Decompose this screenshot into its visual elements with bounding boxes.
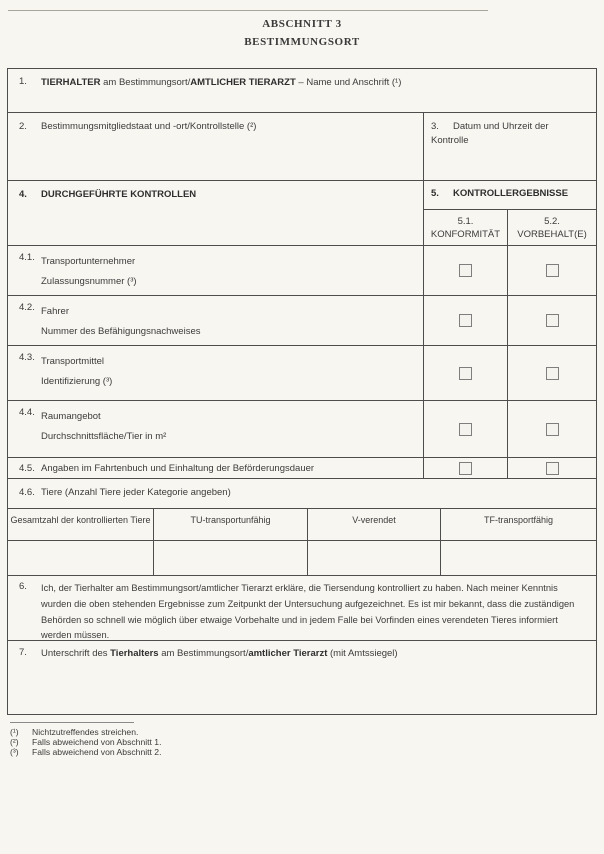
- row-1-label: [41, 76, 401, 112]
- row-7-bold2: amtlicher Tierarzt: [248, 648, 328, 659]
- row-4-1-vorbehalt-cell: [508, 246, 596, 295]
- row-1-label-text1: am Bestimmungsort/: [100, 77, 191, 88]
- row-4-3-line1: Transportmittel: [41, 356, 104, 367]
- row-4-2-number: 4.2.: [19, 302, 35, 313]
- col-52-vorbehalt-header: [508, 210, 596, 245]
- row-3-label: Datum und Uhrzeit der Kontrolle: [431, 121, 549, 146]
- section-title: [0, 15, 604, 51]
- row-2-bestimmungsmitgliedstaat: [8, 113, 424, 180]
- row-7-number: 7.: [19, 647, 27, 658]
- row-4-5-label-cell: [8, 458, 424, 478]
- footnote-1: [10, 727, 161, 737]
- checkbox-4-3-vorbehalt[interactable]: [546, 367, 559, 380]
- row-1-label-bold1: TIERHALTER: [41, 77, 101, 88]
- col-51-konformitaet-header: [424, 210, 508, 245]
- row-2-number: 2.: [19, 121, 27, 132]
- checkbox-4-5-konformitaet[interactable]: [459, 462, 472, 475]
- footnote-3-marker: (³): [10, 747, 19, 758]
- checkbox-4-4-vorbehalt[interactable]: [546, 423, 559, 436]
- row-4-label: DURCHGEFÜHRTE KONTROLLEN: [41, 189, 197, 200]
- section-title-line1: ABSCHNITT 3: [262, 18, 342, 30]
- row-6-erklaerung: [8, 576, 596, 641]
- row-4-3-line2: Identifizierung (³): [41, 376, 113, 387]
- section-title-line2: BESTIMMUNGSORT: [244, 36, 360, 48]
- animals-header-v: V-verendet: [308, 509, 440, 541]
- animals-header-tu: TU-transportunfähig: [154, 509, 307, 541]
- footnote-3-text: Falls abweichend von Abschnitt 2.: [32, 747, 162, 758]
- row-4-4-konformitaet-cell: [424, 401, 508, 457]
- row-4-4-line1: Raumangebot: [41, 411, 101, 422]
- animals-table: [8, 509, 596, 576]
- row-1-tierhalter: [8, 69, 596, 113]
- row-4-5-header: [8, 181, 596, 246]
- form-table: [7, 68, 597, 715]
- col-5-subheaders: [424, 210, 596, 245]
- row-2-3: [8, 113, 596, 181]
- row-4-5-fahrtenbuch: [8, 458, 596, 479]
- checkbox-4-4-konformitaet[interactable]: [459, 423, 472, 436]
- row-4-6-tiere: [8, 479, 596, 509]
- row-4-2-line2: Nummer des Befähigungsnachweises: [41, 326, 201, 337]
- row-4-3-konformitaet-cell: [424, 346, 508, 400]
- checkbox-4-2-vorbehalt[interactable]: [546, 314, 559, 327]
- checkbox-4-1-konformitaet[interactable]: [459, 264, 472, 277]
- checkbox-4-1-vorbehalt[interactable]: [546, 264, 559, 277]
- animals-value-tu: [154, 541, 307, 575]
- row-4-2-vorbehalt-cell: [508, 296, 596, 345]
- scan-edge-line: [8, 10, 488, 11]
- row-7-text1: Unterschrift des: [41, 648, 111, 659]
- footnote-1-marker: (¹): [10, 727, 19, 737]
- footnote-3: [10, 747, 161, 757]
- animals-col-tf: [441, 509, 596, 575]
- row-4-1-konformitaet-cell: [424, 246, 508, 295]
- row-5-number: 5.: [431, 188, 439, 199]
- row-7-text2: am Bestimmungsort/: [158, 648, 249, 659]
- row-4-2-label: [41, 302, 200, 345]
- row-4-5-konformitaet-cell: [424, 458, 508, 478]
- row-4-3-vorbehalt-cell: [508, 346, 596, 400]
- animals-header-tf: TF-transportfähig: [441, 509, 596, 541]
- checkbox-4-3-konformitaet[interactable]: [459, 367, 472, 380]
- row-4-number: 4.: [19, 189, 27, 200]
- row-7-label: [41, 647, 398, 714]
- row-4-3-number: 4.3.: [19, 352, 35, 363]
- row-4-6-number: 4.6.: [19, 487, 35, 498]
- animals-col-tu: [154, 509, 308, 575]
- col-5-header-wrap: [424, 181, 596, 245]
- row-4-kontrollen-header: [8, 181, 424, 245]
- row-4-1-line2: Zulassungsnummer (³): [41, 276, 137, 287]
- checkbox-4-2-konformitaet[interactable]: [459, 314, 472, 327]
- animals-value-tf: [441, 541, 596, 575]
- row-4-4-raumangebot: [8, 401, 596, 458]
- row-4-5-number: 4.5.: [19, 462, 35, 474]
- checkbox-4-5-vorbehalt[interactable]: [546, 462, 559, 475]
- row-4-4-label: [41, 407, 166, 457]
- footnotes: [10, 727, 161, 758]
- row-7-unterschrift: [8, 641, 596, 714]
- col-52-number: 5.2.: [544, 215, 560, 227]
- row-4-2-fahrer: [8, 296, 596, 346]
- row-1-label-text2: – Name und Anschrift (¹): [295, 77, 402, 88]
- row-4-4-line2: Durchschnittsfläche/Tier in m²: [41, 431, 167, 442]
- animals-value-v: [308, 541, 440, 575]
- animals-header-gesamtzahl: Gesamtzahl der kontrollierten Tiere: [8, 509, 153, 541]
- row-4-4-label-cell: [8, 401, 424, 457]
- row-3-number: 3.: [431, 121, 439, 132]
- row-4-5-vorbehalt-cell: [508, 458, 596, 478]
- row-6-declaration-text: Ich, der Tierhalter am Bestimmungsort/amtlicher Tierarzt erkläre, die Tiersendung kontrolliert zu haben. Nach meiner Kenntnis wurden die oben stehenden Ergebnisse zum Zeitpunkt der Untersuchung aufgezeichnet. Es ist mir bekannt, dass die zuständigen Behörden so schnell wie möglich über etwaige Vorbehalte und in jedem Falle bei Vorfinden eines verendeten Tieres informiert werden müssen.: [41, 583, 575, 641]
- footnote-rule: [10, 722, 134, 723]
- col-52-label: VORBEHALT(E): [517, 228, 587, 240]
- row-4-2-label-cell: [8, 296, 424, 345]
- row-7-bold1: Tierhalters: [110, 648, 159, 659]
- row-4-1-line1: Transportunternehmer: [41, 256, 136, 267]
- row-4-1-label: [41, 252, 137, 295]
- row-4-2-line1: Fahrer: [41, 306, 69, 317]
- row-2-label: Bestimmungsmitgliedstaat und -ort/Kontrollstelle (²): [41, 121, 257, 132]
- row-4-1-label-cell: [8, 246, 424, 295]
- row-4-3-label: [41, 352, 112, 400]
- footnote-1-text: Nichtzutreffendes streichen.: [32, 727, 139, 737]
- row-4-4-number: 4.4.: [19, 407, 35, 418]
- row-4-6-label: Tiere (Anzahl Tiere jeder Kategorie angeben): [41, 487, 231, 498]
- row-4-3-transportmittel: [8, 346, 596, 401]
- row-4-5-label: Angaben im Fahrtenbuch und Einhaltung der Beförderungsdauer: [41, 462, 315, 474]
- animals-col-v: [308, 509, 441, 575]
- animals-value-gesamtzahl: [8, 541, 153, 575]
- row-1-number: 1.: [19, 76, 27, 87]
- row-4-4-vorbehalt-cell: [508, 401, 596, 457]
- row-4-3-label-cell: [8, 346, 424, 400]
- row-3-datum-uhrzeit: [424, 113, 596, 180]
- row-1-label-bold2: AMTLICHER TIERARZT: [190, 77, 296, 88]
- animals-col-gesamtzahl: [8, 509, 154, 575]
- footnote-2-marker: (²): [10, 737, 19, 748]
- footnote-2: [10, 737, 161, 747]
- row-5-ergebnisse-header: [424, 181, 596, 210]
- footnote-2-text: Falls abweichend von Abschnitt 1.: [32, 737, 162, 748]
- row-6-number: 6.: [19, 581, 27, 592]
- row-4-1-number: 4.1.: [19, 252, 35, 263]
- col-51-number: 5.1.: [457, 215, 474, 227]
- row-4-2-konformitaet-cell: [424, 296, 508, 345]
- row-5-label: KONTROLLERGEBNISSE: [453, 188, 569, 199]
- row-7-text3: (mit Amtssiegel): [327, 648, 398, 659]
- row-4-1-transportunternehmer: [8, 246, 596, 296]
- col-51-label: KONFORMITÄT: [430, 228, 501, 240]
